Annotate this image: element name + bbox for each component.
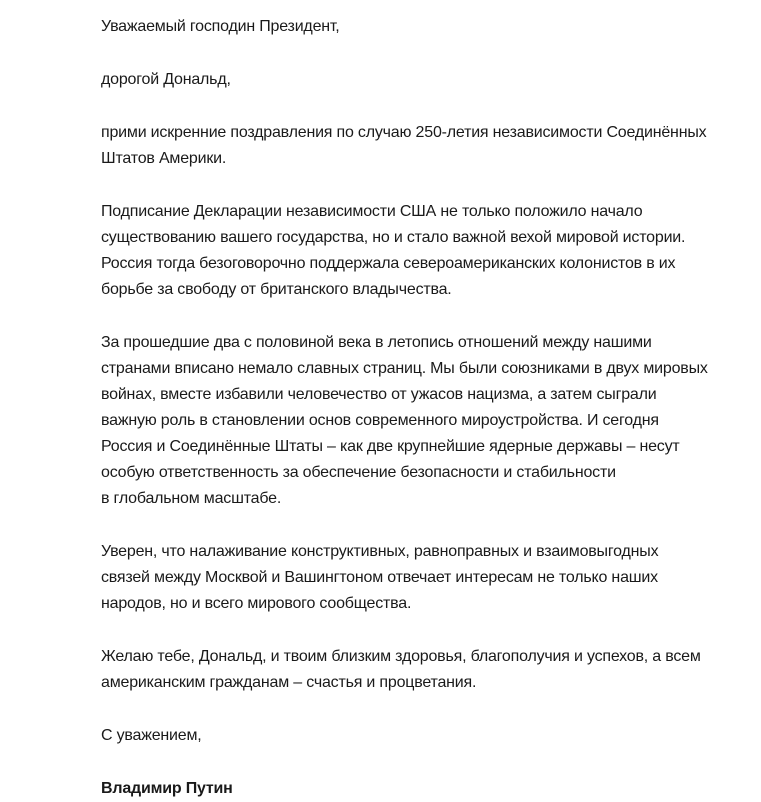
letter-signature <box>101 776 741 802</box>
paragraph-line: Уверен, что налаживание конструктивных, равноправных и взаимовыгодных <box>101 543 659 560</box>
paragraph-congratulations <box>101 120 741 172</box>
paragraph-line: Подписание Декларации независимости США не только положило начало <box>101 203 643 220</box>
paragraph-line: связей между Москвой и Вашингтоном отвечает интересам не только наших <box>101 569 658 586</box>
letter-body <box>101 14 741 802</box>
paragraph-line: особую ответственность за обеспечение безопасности и стабильности <box>101 464 616 481</box>
paragraph-line: войнах, вместе избавили человечество от ужасов нацизма, а затем сыграли <box>101 386 657 403</box>
paragraph-wishes <box>101 644 741 696</box>
paragraph-line: Россия тогда безоговорочно поддержала североамериканских колонистов в их <box>101 255 676 272</box>
paragraph-history <box>101 330 741 512</box>
paragraph-line: важную роль в становлении основ современного мироустройства. И сегодня <box>101 412 659 429</box>
paragraph-line: Россия и Соединённые Штаты – как две крупнейшие ядерные державы – несут <box>101 438 680 455</box>
paragraph-line: борьбе за свободу от британского владычества. <box>101 281 452 298</box>
paragraph-line: народов, но и всего мирового сообщества. <box>101 595 412 612</box>
paragraph-line: американским гражданам – счастья и процветания. <box>101 674 477 691</box>
salutation-text: Уважаемый господин Президент, <box>101 18 340 35</box>
paragraph-declaration <box>101 199 741 303</box>
closing-text: С уважением, <box>101 727 202 744</box>
letter-closing <box>101 723 741 749</box>
paragraph-relations <box>101 539 741 617</box>
paragraph-line: За прошедшие два с половиной века в летопись отношений между нашими <box>101 334 652 351</box>
letter-greeting <box>101 67 741 93</box>
paragraph-line: странами вписано немало славных страниц. Мы были союзниками в двух мировых <box>101 360 708 377</box>
greeting-text: дорогой Дональд, <box>101 71 231 88</box>
paragraph-line: Штатов Америки. <box>101 150 227 167</box>
paragraph-line: Желаю тебе, Дональд, и твоим близким здоровья, благополучия и успехов, а всем <box>101 648 701 665</box>
signature-text: Владимир Путин <box>101 780 233 797</box>
letter-salutation <box>101 14 741 40</box>
paragraph-line: существованию вашего государства, но и стало важной вехой мировой истории. <box>101 229 686 246</box>
paragraph-line: в глобальном масштабе. <box>101 490 282 507</box>
paragraph-line: прими искренние поздравления по случаю 250-летия независимости Соединённых <box>101 124 707 141</box>
